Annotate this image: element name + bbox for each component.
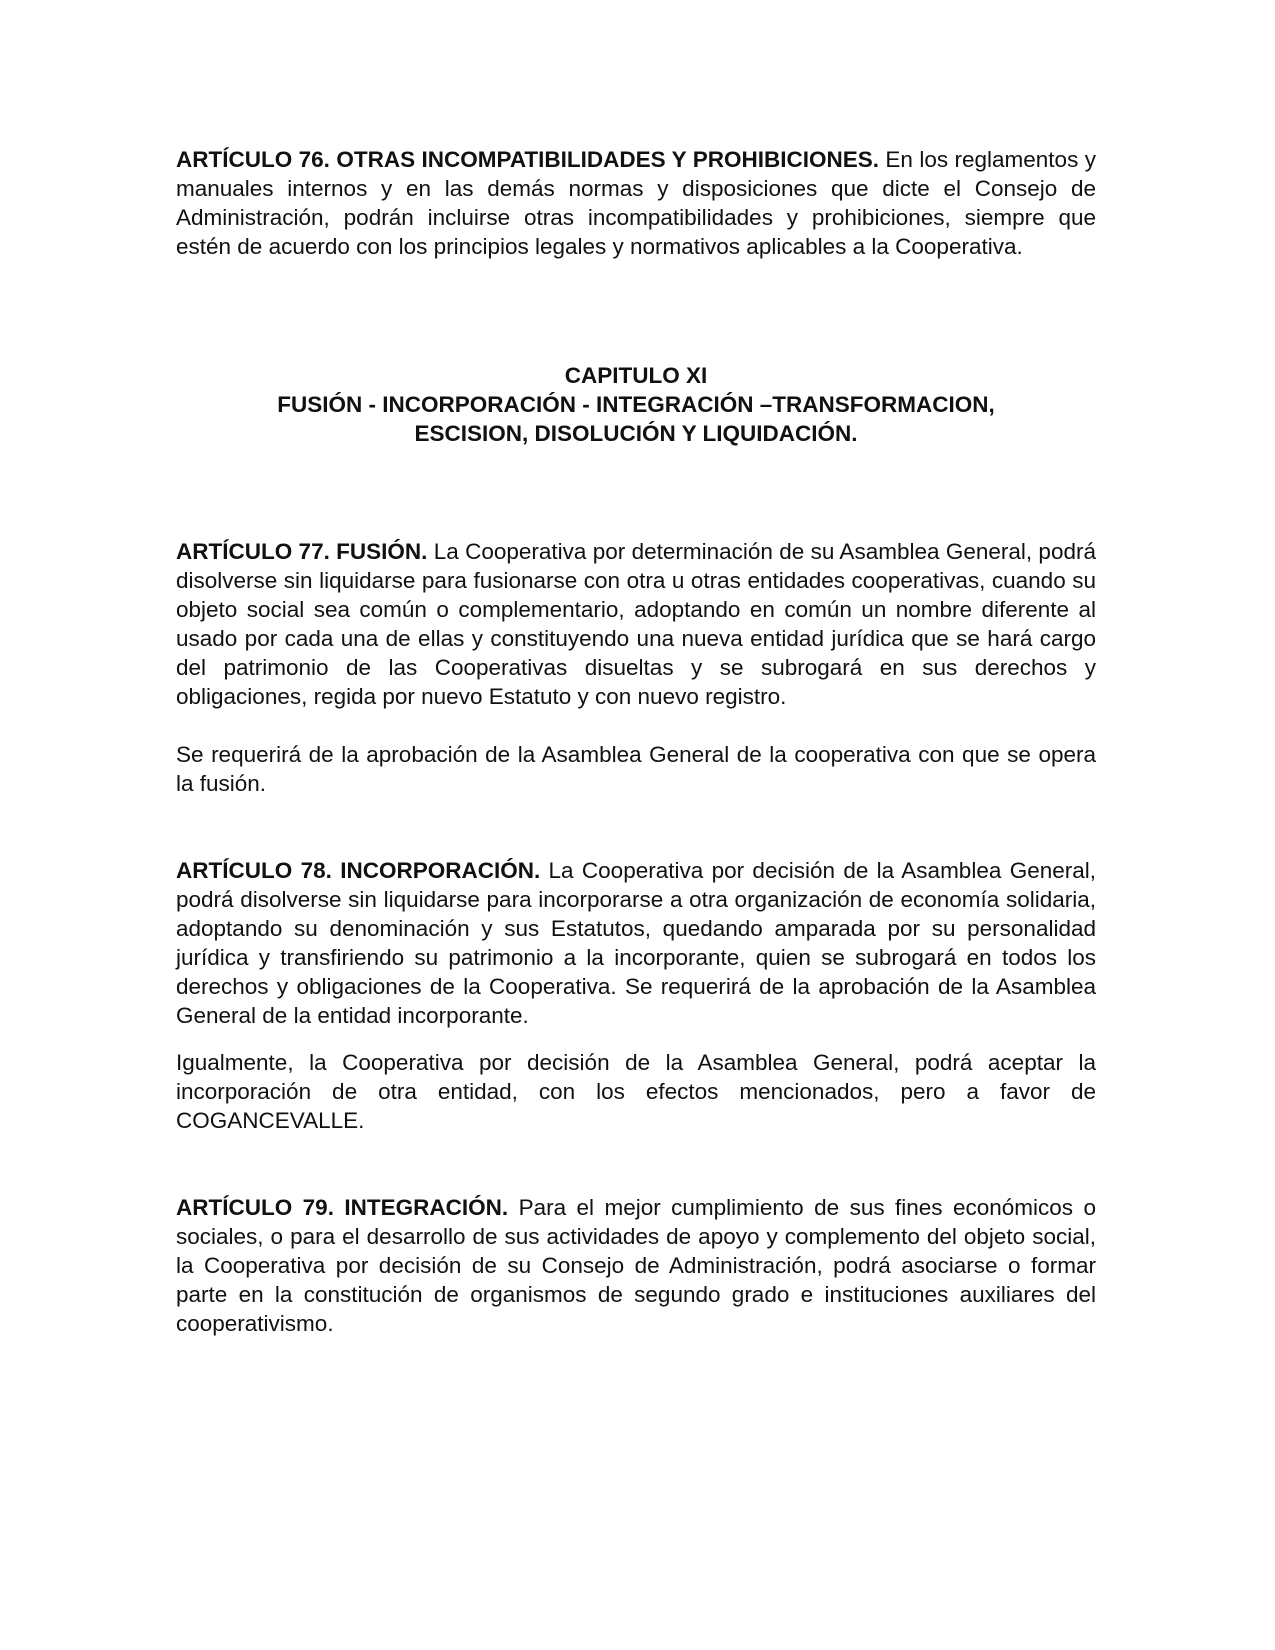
article-79-text: Para el mejor cumplimiento de sus fines económicos o sociales, o para el desarrollo de sus actividades de apoyo y complemento del objeto social, la Cooperativa por decisión de su Consejo de Administración, podrá asociarse o formar parte en la constitución de organismos de segundo grado e instituciones auxiliares del cooperativismo.: [176, 1195, 1096, 1336]
chapter-title-line-2: ESCISION, DISOLUCIÓN Y LIQUIDACIÓN.: [414, 421, 858, 446]
article-76-title: ARTÍCULO 76. OTRAS INCOMPATIBILIDADES Y PROHIBICIONES.: [176, 147, 879, 172]
article-77: [176, 537, 1096, 711]
article-77-paragraph-2: Se requerirá de la aprobación de la Asamblea General de la cooperativa con que se opera la fusión.: [176, 742, 1096, 796]
article-78-title: ARTÍCULO 78. INCORPORACIÓN.: [176, 858, 541, 883]
article-78-paragraph-2: Igualmente, la Cooperativa por decisión de la Asamblea General, podrá aceptar la incorporación de otra entidad, con los efectos mencionados, pero a favor de COGANCEVALLE.: [176, 1050, 1096, 1133]
article-77-text: La Cooperativa por determinación de su Asamblea General, podrá disolverse sin liquidarse para fusionarse con otra u otras entidades cooperativas, cuando su objeto social sea común o complementario, adoptando en común un nombre diferente al usado por cada una de ellas y constituyendo una nueva entidad jurídica que se hará cargo del patrimonio de las Cooperativas disueltas y se subrogará en sus derechos y obligaciones, regida por nuevo Estatuto y con nuevo registro.: [176, 539, 1096, 709]
chapter-heading: [176, 361, 1096, 448]
article-79: [176, 1193, 1096, 1338]
article-78-text: La Cooperativa por decisión de la Asamblea General, podrá disolverse sin liquidarse para incorporarse a otra organización de economía solidaria, adoptando su denominación y sus Estatutos, quedando amparada por su personalidad jurídica y transfiriendo su patrimonio a la incorporante, quien se subrogará en todos los derechos y obligaciones de la Cooperativa. Se requerirá de la aprobación de la Asamblea General de la entidad incorporante.: [176, 858, 1096, 1028]
article-76-text: En los reglamentos y manuales internos y en las demás normas y disposiciones que dicte el Consejo de Administración, podrán incluirse otras incompatibilidades y prohibiciones, siempre que estén de acuerdo con los principios legales y normativos aplicables a la Cooperativa.: [176, 147, 1096, 259]
article-78: [176, 856, 1096, 1030]
article-76: [176, 145, 1096, 261]
article-79-title: ARTÍCULO 79. INTEGRACIÓN.: [176, 1195, 509, 1220]
chapter-title-line-1: FUSIÓN - INCORPORACIÓN - INTEGRACIÓN –TRANSFORMACION,: [277, 392, 995, 417]
article-77-title: ARTÍCULO 77. FUSIÓN.: [176, 539, 428, 564]
document-page: [176, 145, 1096, 1338]
chapter-number: CAPITULO XI: [564, 363, 708, 388]
